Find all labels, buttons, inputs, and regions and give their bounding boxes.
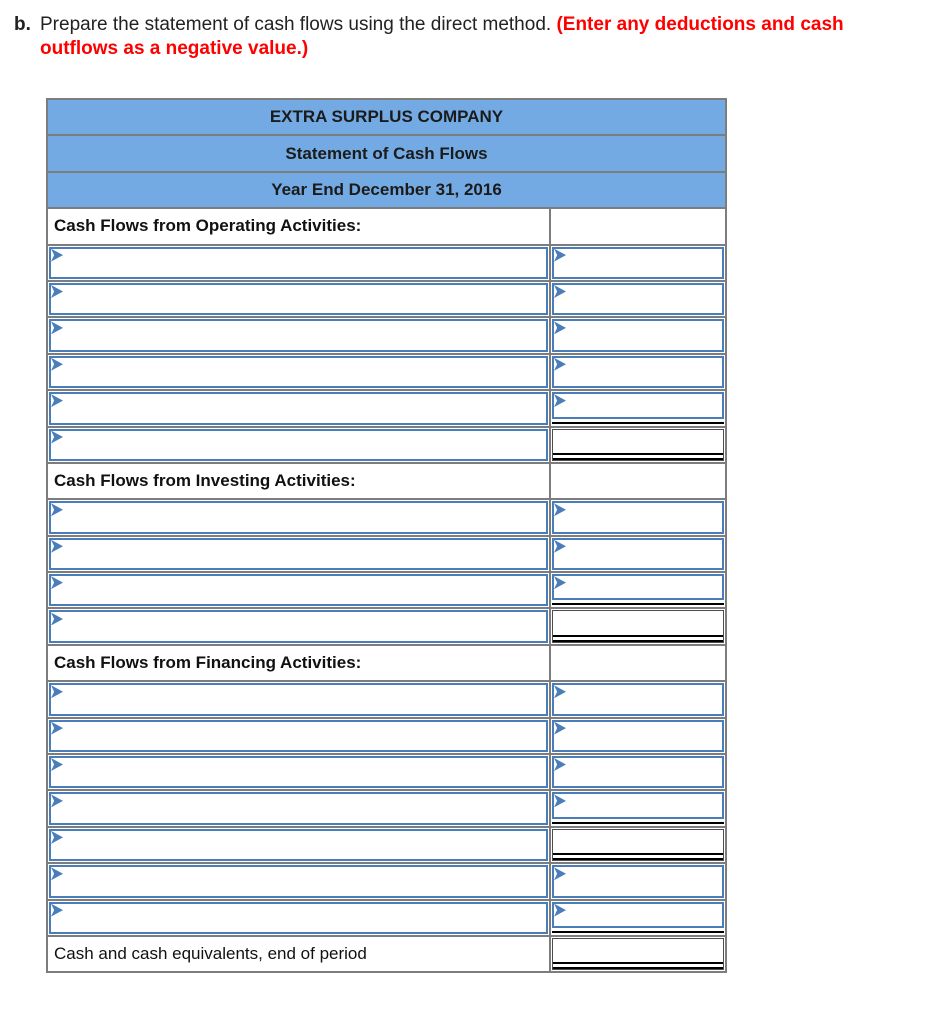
dropdown-flag-icon <box>51 321 63 334</box>
table-row <box>48 717 725 753</box>
description-cell <box>48 500 551 534</box>
section-heading: Cash Flows from Operating Activities: <box>54 216 362 236</box>
amount-cell <box>551 682 725 716</box>
dropdown-flag-icon <box>51 503 63 516</box>
description-cell <box>48 246 551 280</box>
statement-header-text: EXTRA SURPLUS COMPANY <box>269 107 504 127</box>
dropdown-flag-icon <box>554 394 566 407</box>
amount-cell <box>551 719 725 753</box>
amount-input[interactable] <box>552 865 724 897</box>
amount-cell <box>551 500 725 534</box>
table-row <box>48 644 725 680</box>
dropdown-flag-icon <box>51 685 63 698</box>
account-dropdown-input[interactable] <box>49 319 548 351</box>
dropdown-flag-icon <box>51 794 63 807</box>
amount-input[interactable] <box>552 792 724 818</box>
account-dropdown-input[interactable] <box>49 429 548 461</box>
table-row <box>48 935 725 971</box>
dropdown-flag-icon <box>51 612 63 625</box>
amount-input[interactable] <box>552 538 724 570</box>
instruction-part-label: b. <box>14 14 31 35</box>
dropdown-flag-icon <box>51 867 63 880</box>
table-row <box>48 353 725 389</box>
amount-cell <box>551 318 725 352</box>
table-row <box>48 462 725 498</box>
section-heading: Cash Flows from Financing Activities: <box>54 652 362 672</box>
dropdown-flag-icon <box>554 685 566 698</box>
amount-cell <box>551 282 725 316</box>
amount-cell <box>551 755 725 789</box>
amount-input[interactable] <box>552 283 724 315</box>
amount-cell <box>551 609 725 643</box>
table-row <box>48 535 725 571</box>
account-dropdown-input[interactable] <box>49 756 548 788</box>
dropdown-flag-icon <box>554 867 566 880</box>
description-cell <box>48 209 551 243</box>
section-heading: Cash Flows from Investing Activities: <box>54 470 356 490</box>
total-amount-cell[interactable] <box>552 429 724 461</box>
dropdown-flag-icon <box>554 503 566 516</box>
dropdown-flag-icon <box>51 394 63 407</box>
table-row <box>48 571 725 607</box>
account-dropdown-input[interactable] <box>49 356 548 388</box>
table-row <box>48 316 725 352</box>
account-dropdown-input[interactable] <box>49 283 548 315</box>
amount-cell <box>551 646 725 680</box>
table-row <box>48 899 725 935</box>
table-row <box>48 244 725 280</box>
description-cell <box>48 937 551 971</box>
dropdown-flag-icon <box>554 576 566 589</box>
account-dropdown-input[interactable] <box>49 574 548 606</box>
final-row-label: Cash and cash equivalents, end of period <box>54 943 367 963</box>
dropdown-flag-icon <box>51 285 63 298</box>
table-row <box>48 789 725 825</box>
statement-header-row <box>48 100 725 134</box>
table-row <box>48 498 725 534</box>
dropdown-flag-icon <box>554 358 566 371</box>
description-cell <box>48 537 551 571</box>
description-cell <box>48 682 551 716</box>
description-cell <box>48 609 551 643</box>
amount-cell <box>551 428 725 462</box>
table-row <box>48 862 725 898</box>
total-amount-cell[interactable] <box>552 829 724 861</box>
dropdown-flag-icon <box>51 722 63 735</box>
amount-input[interactable] <box>552 683 724 715</box>
table-row <box>48 753 725 789</box>
statement-header-row <box>48 171 725 207</box>
single-underline <box>552 422 724 424</box>
instruction-body <box>40 13 916 61</box>
dropdown-flag-icon <box>51 358 63 371</box>
dropdown-flag-icon <box>554 285 566 298</box>
account-dropdown-input[interactable] <box>49 683 548 715</box>
amount-input[interactable] <box>552 356 724 388</box>
amount-input[interactable] <box>552 574 724 600</box>
amount-cell <box>551 864 725 898</box>
amount-input[interactable] <box>552 501 724 533</box>
description-cell <box>48 391 551 425</box>
account-dropdown-input[interactable] <box>49 392 548 424</box>
total-amount-cell[interactable] <box>552 938 724 970</box>
account-dropdown-input[interactable] <box>49 610 548 642</box>
dropdown-flag-icon <box>554 321 566 334</box>
amount-input[interactable] <box>552 902 724 928</box>
statement-header-text: Statement of Cash Flows <box>285 143 488 163</box>
single-underline <box>552 603 724 605</box>
table-row <box>48 826 725 862</box>
dropdown-flag-icon <box>51 904 63 917</box>
amount-cell <box>551 246 725 280</box>
dropdown-flag-icon <box>554 794 566 807</box>
total-amount-cell[interactable] <box>552 610 724 642</box>
amount-input[interactable] <box>552 392 724 418</box>
account-dropdown-input[interactable] <box>49 720 548 752</box>
table-row <box>48 680 725 716</box>
amount-cell <box>551 209 725 243</box>
amount-input[interactable] <box>552 319 724 351</box>
dropdown-flag-icon <box>554 249 566 262</box>
amount-cell <box>551 573 725 607</box>
amount-cell <box>551 537 725 571</box>
instruction-main-text: Prepare the statement of cash flows using the direct method. <box>40 14 552 35</box>
amount-input[interactable] <box>552 247 724 279</box>
amount-cell <box>551 828 725 862</box>
dropdown-flag-icon <box>51 431 63 444</box>
account-dropdown-input[interactable] <box>49 247 548 279</box>
table-row <box>48 389 725 425</box>
description-cell <box>48 755 551 789</box>
account-dropdown-input[interactable] <box>49 829 548 861</box>
description-cell <box>48 428 551 462</box>
amount-cell <box>551 901 725 935</box>
table-row <box>48 280 725 316</box>
description-cell <box>48 318 551 352</box>
double-underline <box>553 453 723 460</box>
account-dropdown-input[interactable] <box>49 501 548 533</box>
double-underline <box>553 853 723 860</box>
amount-cell <box>551 355 725 389</box>
amount-cell <box>551 391 725 425</box>
amount-cell <box>551 791 725 825</box>
description-cell <box>48 901 551 935</box>
single-underline <box>552 822 724 824</box>
dropdown-flag-icon <box>51 758 63 771</box>
description-cell <box>48 355 551 389</box>
description-cell <box>48 282 551 316</box>
amount-input[interactable] <box>552 720 724 752</box>
table-row <box>48 207 725 243</box>
dropdown-flag-icon <box>554 540 566 553</box>
dropdown-flag-icon <box>554 904 566 917</box>
account-dropdown-input[interactable] <box>49 538 548 570</box>
description-cell <box>48 791 551 825</box>
account-dropdown-input[interactable] <box>49 792 548 824</box>
table-row <box>48 426 725 462</box>
instruction-warning-text: (Enter any deductions and cash outflows as a negative value.) <box>40 14 844 59</box>
dropdown-flag-icon <box>554 722 566 735</box>
amount-cell <box>551 937 725 971</box>
amount-cell <box>551 464 725 498</box>
account-dropdown-input[interactable] <box>49 865 548 897</box>
statement-table <box>46 98 727 973</box>
description-cell <box>48 828 551 862</box>
dropdown-flag-icon <box>51 831 63 844</box>
dropdown-flag-icon <box>51 540 63 553</box>
dropdown-flag-icon <box>51 249 63 262</box>
double-underline <box>553 635 723 642</box>
dropdown-flag-icon <box>554 758 566 771</box>
description-cell <box>48 864 551 898</box>
amount-input[interactable] <box>552 756 724 788</box>
description-cell <box>48 573 551 607</box>
description-cell <box>48 646 551 680</box>
instruction-text <box>14 13 916 61</box>
description-cell <box>48 719 551 753</box>
dropdown-flag-icon <box>51 576 63 589</box>
double-underline <box>553 962 723 969</box>
account-dropdown-input[interactable] <box>49 902 548 934</box>
statement-header-text: Year End December 31, 2016 <box>271 179 502 199</box>
table-row <box>48 607 725 643</box>
single-underline <box>552 931 724 933</box>
description-cell <box>48 464 551 498</box>
statement-header-row <box>48 134 725 170</box>
